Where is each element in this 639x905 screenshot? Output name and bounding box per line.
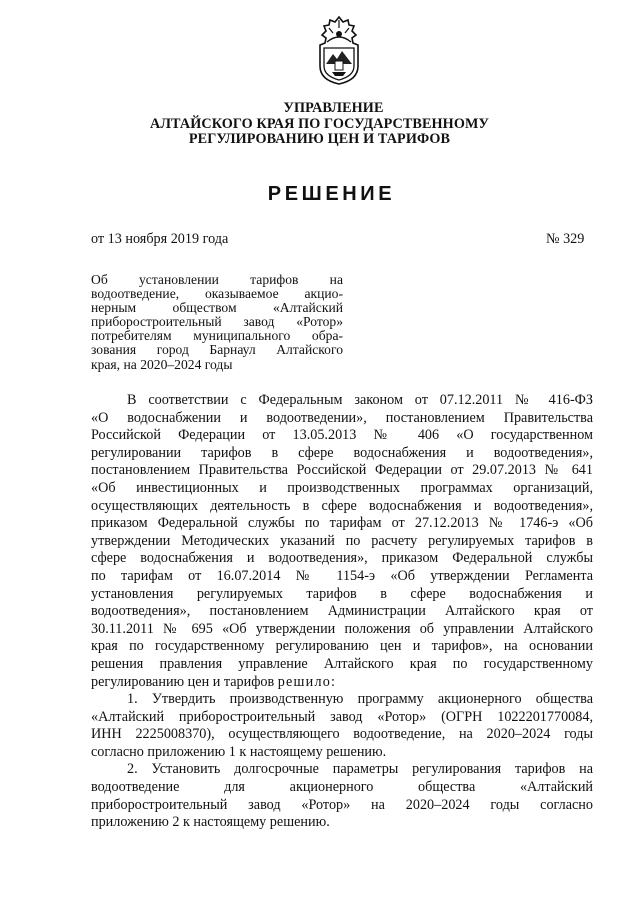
decided-word: решило: <box>277 673 337 690</box>
body-line: 2. Установить долгосрочные параметры регулирования тарифов на <box>127 761 593 778</box>
document-type-title: РЕШЕНИЕ <box>267 183 396 205</box>
org-line-3: РЕГУЛИРОВАНИЮ ЦЕН И ТАРИФОВ <box>188 131 451 148</box>
org-line-1: УПРАВЛЕНИЕ <box>283 100 384 116</box>
body-line: сфере водоснабжения и водоотведения», приказом Федеральной службы <box>91 550 593 567</box>
body-line: приложению 2 к настоящему решению. <box>91 814 330 831</box>
body-line: «О водоснабжении и водоотведении», постановлением Правительства <box>91 409 593 426</box>
body-line: по тарифам от 16.07.2014 № 1154-э «Об утверждении Регламента <box>91 567 593 584</box>
body-line-decided <box>91 674 593 692</box>
issuing-authority <box>0 101 639 148</box>
body-line: осуществляющих деятельность в сфере водоснабжения и водоотведения», <box>91 497 593 514</box>
subject-line: приборостроительный завод «Ротор» <box>91 314 343 330</box>
decision-body <box>91 392 593 832</box>
body-line: «Об инвестиционных и производственных программах организаций, <box>91 479 593 496</box>
body-line: согласно приложению 1 к настоящему решению. <box>91 743 387 760</box>
body-line: регулировании тарифов в сфере водоснабжения и водоотведения», <box>91 444 593 461</box>
subject-line: Об установлении тарифов на <box>91 272 343 287</box>
body-line: решения правления управление Алтайского края по государственному <box>91 655 593 672</box>
body-line: 30.11.2011 № 695 «Об утверждении положения об управлении Алтайского <box>91 620 593 637</box>
body-line: приборостроительный завод «Ротор» на 2020–2024 годы согласно <box>91 796 593 813</box>
body-line: постановлением Правительства Российской Федерации от 29.07.2013 № 641 <box>91 462 593 479</box>
coat-of-arms-icon <box>313 14 365 86</box>
subject-line: зования город Барнаул Алтайского <box>91 342 343 358</box>
subject-line: края, на 2020–2024 годы <box>91 356 233 372</box>
body-line: Российской Федерации от 13.05.2013 № 406 «О государственном <box>91 427 593 444</box>
decision-number: № 329 <box>546 231 585 247</box>
subject-line: потребителям муниципального обра- <box>91 328 343 344</box>
body-line: «Алтайский приборостроительный завод «Ротор» (ОГРН 1022201770084, <box>91 708 593 725</box>
subject-line: водоотведение, оказываемое акцио- <box>91 286 343 302</box>
body-line: водоотведение для акционерного общества «Алтайский <box>91 779 593 796</box>
body-line: ИНН 2225008370), осуществляющего водоотведение, на 2020–2024 годы <box>91 726 593 743</box>
org-line-2: АЛТАЙСКОГО КРАЯ ПО ГОСУДАРСТВЕННОМУ <box>150 115 489 132</box>
body-line-text: регулированию цен и тарифов <box>91 673 275 690</box>
subject-block <box>91 273 343 372</box>
body-line: 1. Утвердить производственную программу акционерного общества <box>127 691 593 708</box>
subject-line: нерным обществом «Алтайский <box>91 300 343 316</box>
body-line: приказом Федеральной службы по тарифам от 27.12.2013 № 1746-э «Об <box>91 515 593 532</box>
body-line: водоотведения», постановлением Администрации Алтайского края от <box>91 603 593 620</box>
body-line: края по государственному регулированию цен и тарифов», на основании <box>91 638 593 655</box>
body-line: В соответствии с Федеральным законом от 07.12.2011 № 416-ФЗ <box>127 392 593 408</box>
decision-date: от 13 ноября 2019 года <box>91 231 229 247</box>
body-line: утверждении Методических указаний по расчету регулируемых тарифов в <box>91 532 593 549</box>
body-line: установления регулируемых тарифов в сфере водоснабжения и <box>91 585 593 602</box>
